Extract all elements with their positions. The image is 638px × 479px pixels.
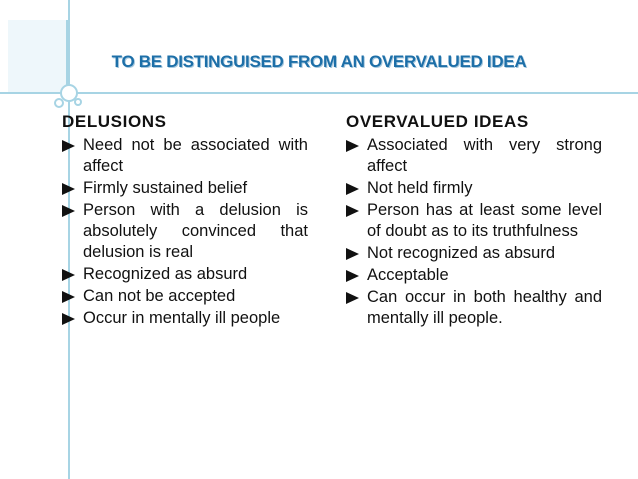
- list-item: Not held firmly: [346, 178, 602, 199]
- delusions-list: [62, 135, 308, 329]
- arrow-bullet-icon: [62, 313, 75, 325]
- overvalued-ideas-list: [346, 135, 602, 329]
- arrow-bullet-icon: [62, 269, 75, 281]
- list-item: Person has at least some level of doubt as to its truthfulness: [346, 200, 602, 242]
- list-item: Occur in mentally ill people: [62, 308, 308, 329]
- list-item: Can occur in both healthy and mentally ill people.: [346, 287, 602, 329]
- list-item: Firmly sustained belief: [62, 178, 308, 199]
- arrow-bullet-icon: [62, 183, 75, 195]
- arrow-bullet-icon: [346, 270, 359, 282]
- arrow-bullet-icon: [62, 140, 75, 152]
- overvalued-ideas-column: [346, 112, 602, 330]
- arrow-bullet-icon: [62, 291, 75, 303]
- arrow-bullet-icon: [346, 248, 359, 260]
- decorative-circle: [54, 98, 64, 108]
- list-item: Not recognized as absurd: [346, 243, 602, 264]
- arrow-bullet-icon: [62, 205, 75, 217]
- arrow-bullet-icon: [346, 140, 359, 152]
- decorative-circle: [74, 98, 82, 106]
- column-heading: DELUSIONS: [62, 112, 167, 131]
- arrow-bullet-icon: [346, 183, 359, 195]
- list-item: Recognized as absurd: [62, 264, 308, 285]
- slide-title: TO BE DISTINGUISED FROM AN OVERVALUED IDEA: [111, 52, 527, 71]
- list-item: Can not be accepted: [62, 286, 308, 307]
- list-item: Need not be associated with affect: [62, 135, 308, 177]
- list-item: Acceptable: [346, 265, 602, 286]
- delusions-column: [62, 112, 308, 330]
- horizontal-accent-line: [0, 92, 638, 94]
- list-item: Person with a delusion is absolutely convinced that delusion is real: [62, 200, 308, 263]
- column-heading: OVERVALUED IDEAS: [346, 112, 529, 131]
- arrow-bullet-icon: [346, 292, 359, 304]
- list-item: Associated with very strong affect: [346, 135, 602, 177]
- arrow-bullet-icon: [346, 205, 359, 217]
